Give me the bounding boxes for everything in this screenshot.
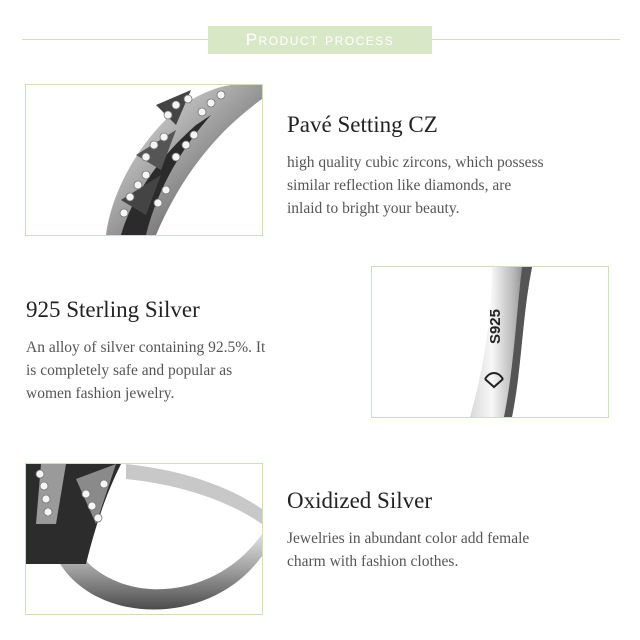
section-body <box>26 336 346 405</box>
oxidized-silver-image <box>25 463 263 615</box>
body-line: high quality cubic zircons, which possess <box>287 154 544 172</box>
body-line: An alloy of silver containing 92.5%. It <box>26 339 266 357</box>
section-pave-setting <box>287 112 617 220</box>
body-line: Jewelries in abundant color add female <box>287 530 530 548</box>
section-body <box>287 151 617 220</box>
body-line: women fashion jewelry. <box>26 385 175 403</box>
pave-setting-image <box>25 84 263 236</box>
feather-leaf-illustration <box>26 85 262 235</box>
body-line: similar reflection like diamonds, are <box>287 177 512 195</box>
section-sterling-silver <box>26 297 346 405</box>
body-line: charm with fashion clothes. <box>287 553 459 571</box>
section-heading: Pavé Setting CZ <box>287 112 438 137</box>
section-heading: Oxidized Silver <box>287 488 432 513</box>
s925-stamp-image <box>371 266 609 418</box>
section-banner: Product process <box>208 26 432 54</box>
header-rule-right <box>432 39 620 40</box>
section-heading: 925 Sterling Silver <box>26 297 200 322</box>
header-rule-left <box>22 39 208 40</box>
s925-stamp-text: S925 <box>487 309 504 345</box>
ring-band-illustration <box>372 267 608 417</box>
body-line: inlaid to bright your beauty. <box>287 200 460 218</box>
section-body <box>287 527 617 573</box>
section-oxidized-silver <box>287 488 617 573</box>
ring-side-illustration <box>26 464 262 614</box>
body-line: is completely safe and popular as <box>26 362 233 380</box>
